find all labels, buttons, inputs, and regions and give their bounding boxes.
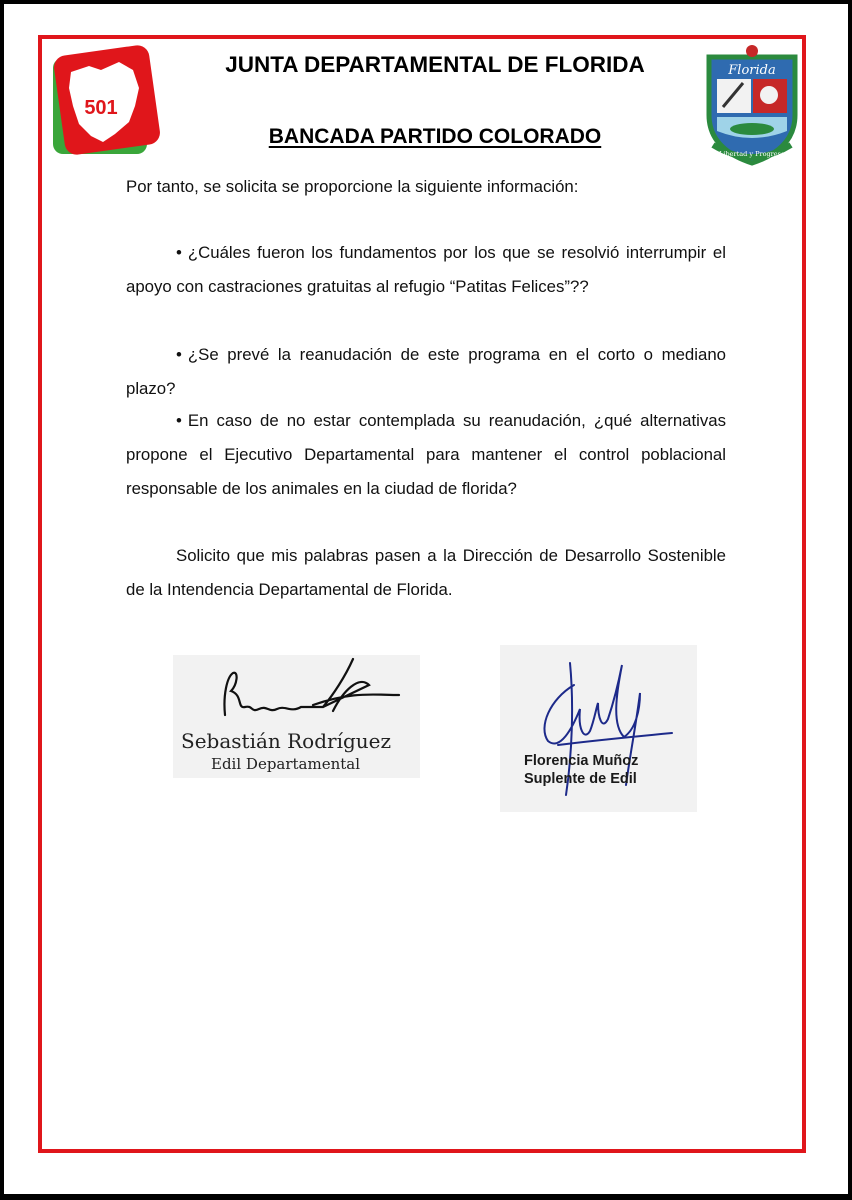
signer-role: Suplente de Edil	[524, 771, 637, 787]
question-text: ¿Se prevé la reanudación de este programa en el corto o mediano plazo?	[126, 345, 726, 398]
question-3	[126, 404, 726, 506]
signer-role: Edil Departamental	[211, 755, 361, 773]
question-2	[126, 338, 726, 406]
bullet-icon: •	[176, 345, 182, 364]
question-text: En caso de no estar contemplada su reanudación, ¿qué alternativas propone el Ejecutivo Departamental para mantener el control poblacional responsable de los animales en la ciudad de florida?	[126, 411, 726, 498]
signature-block-1	[173, 655, 420, 778]
bullet-icon: •	[176, 243, 182, 262]
page-title: JUNTA DEPARTAMENTAL DE FLORIDA	[225, 52, 645, 77]
signer-name: Florencia Muñoz	[524, 753, 639, 769]
closing-paragraph: Solicito que mis palabras pasen a la Dirección de Desarrollo Sostenible de la Intendencia Departamental de Florida.	[126, 546, 726, 599]
florida-crest-icon	[703, 45, 801, 167]
list-501-logo-icon	[49, 44, 161, 158]
question-text: ¿Cuáles fueron los fundamentos por los que se resolvió interrumpir el apoyo con castraciones gratuitas al refugio “Patitas Felices”??	[126, 243, 726, 296]
svg-text:Florida: Florida	[728, 63, 776, 78]
question-1	[126, 236, 726, 304]
intro-paragraph: Por tanto, se solicita se proporcione la siguiente información:	[126, 177, 579, 196]
page-subtitle: BANCADA PARTIDO COLORADO	[268, 125, 602, 148]
svg-text:501: 501	[84, 97, 118, 119]
handwritten-signature-icon	[173, 655, 420, 735]
signature-block-2	[500, 645, 697, 812]
bullet-icon: •	[176, 411, 182, 430]
svg-text:Libertad y Progreso: Libertad y Progreso	[719, 150, 785, 158]
signer-name: Sebastián Rodríguez	[181, 729, 392, 753]
